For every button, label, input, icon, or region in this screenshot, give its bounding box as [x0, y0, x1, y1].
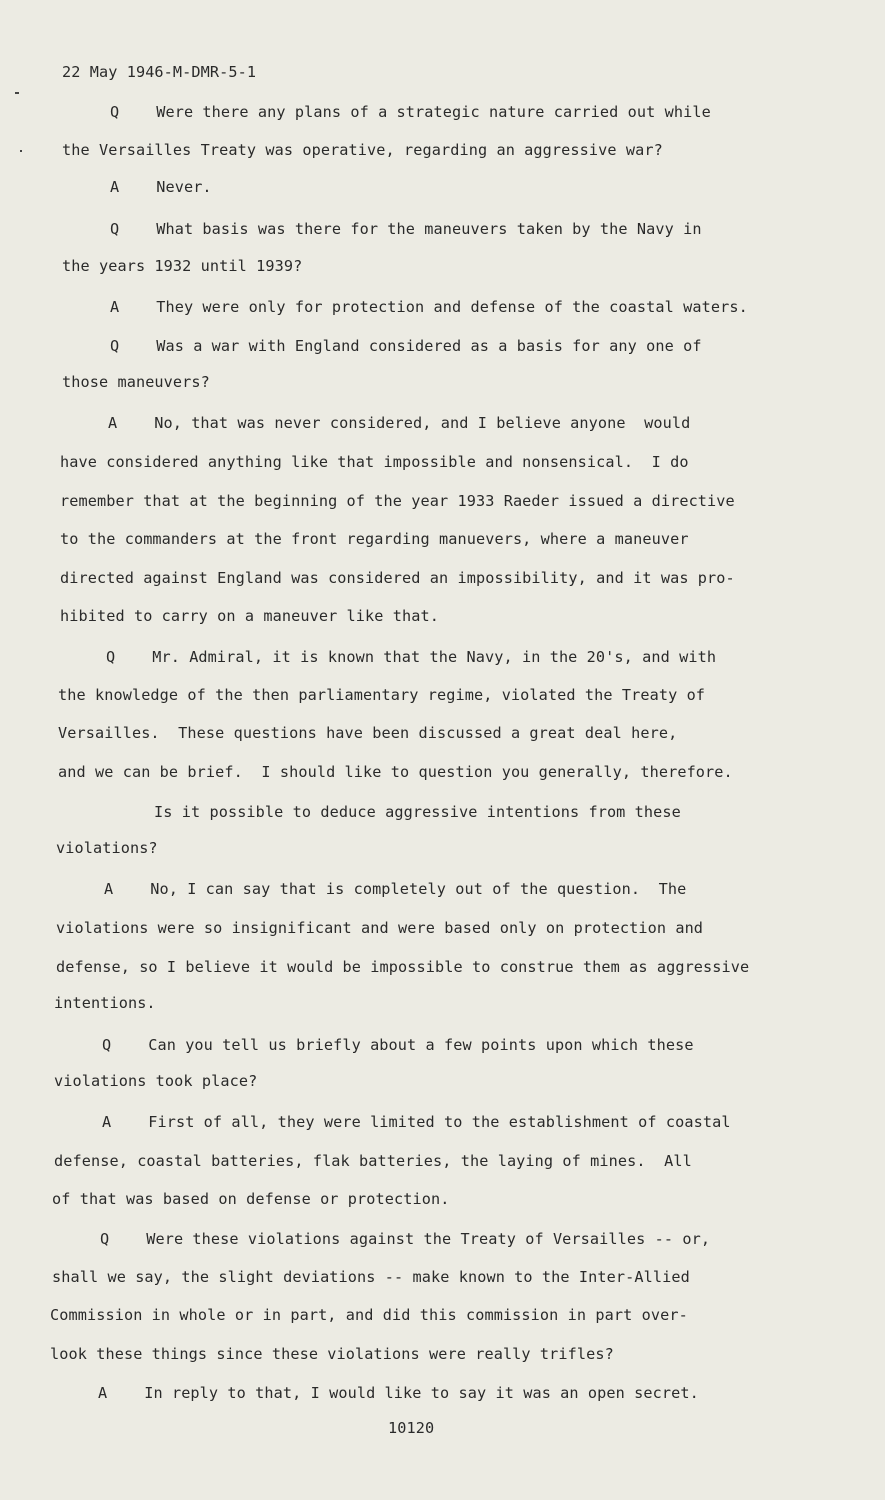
text-line: intentions. [54, 994, 156, 1012]
text-line: the Versailles Treaty was operative, regarding an aggressive war? [62, 141, 663, 159]
text-line: A No, I can say that is completely out of the question. The [104, 880, 687, 898]
text-line: the knowledge of the then parliamentary regime, violated the Treaty of [58, 686, 706, 704]
page-number: 10120 [388, 1419, 435, 1437]
text-line: and we can be brief. I should like to question you generally, therefore. [58, 763, 733, 781]
text-line: Q What basis was there for the maneuvers taken by the Navy in [110, 220, 702, 238]
text-line: to the commanders at the front regarding manuevers, where a maneuver [60, 530, 689, 548]
margin-mark [15, 92, 19, 94]
text-line: Q Were these violations against the Treaty of Versailles -- or, [100, 1230, 711, 1248]
text-line: look these things since these violations were really trifles? [50, 1345, 614, 1363]
text-line: A No, that was never considered, and I believe anyone would [108, 414, 691, 432]
text-line: directed against England was considered an impossibility, and it was pro- [60, 569, 735, 587]
text-line: Versailles. These questions have been discussed a great deal here, [58, 724, 678, 742]
text-line: Is it possible to deduce aggressive intentions from these [154, 803, 681, 821]
text-line: shall we say, the slight deviations -- make known to the Inter-Allied [52, 1268, 690, 1286]
text-line: have considered anything like that impossible and nonsensical. I do [60, 453, 689, 471]
text-line: A First of all, they were limited to the establishment of coastal [102, 1113, 731, 1131]
text-line: violations? [56, 839, 158, 857]
text-line: violations took place? [54, 1072, 258, 1090]
text-line: Q Mr. Admiral, it is known that the Navy, in the 20's, and with [106, 648, 717, 666]
text-line: A They were only for protection and defense of the coastal waters. [110, 298, 748, 316]
text-line: A Never. [110, 178, 212, 196]
text-line: those maneuvers? [62, 373, 210, 391]
margin-mark [20, 150, 22, 152]
text-line: Q Can you tell us briefly about a few points upon which these [102, 1036, 694, 1054]
text-line: defense, so I believe it would be impossible to construe them as aggressive [56, 958, 750, 976]
text-line: of that was based on defense or protection. [52, 1190, 450, 1208]
text-line: A In reply to that, I would like to say it was an open secret. [98, 1384, 699, 1402]
document-header: 22 May 1946-M-DMR-5-1 [62, 63, 257, 81]
text-line: hibited to carry on a maneuver like that. [60, 607, 439, 625]
text-line: remember that at the beginning of the year 1933 Raeder issued a directive [60, 492, 735, 510]
text-line: defense, coastal batteries, flak batteries, the laying of mines. All [54, 1152, 692, 1170]
text-line: the years 1932 until 1939? [62, 257, 303, 275]
text-line: Q Were there any plans of a strategic nature carried out while [110, 103, 711, 121]
text-line: Commission in whole or in part, and did this commission in part over- [50, 1306, 688, 1324]
text-line: violations were so insignificant and were based only on protection and [56, 919, 704, 937]
text-line: Q Was a war with England considered as a basis for any one of [110, 337, 702, 355]
